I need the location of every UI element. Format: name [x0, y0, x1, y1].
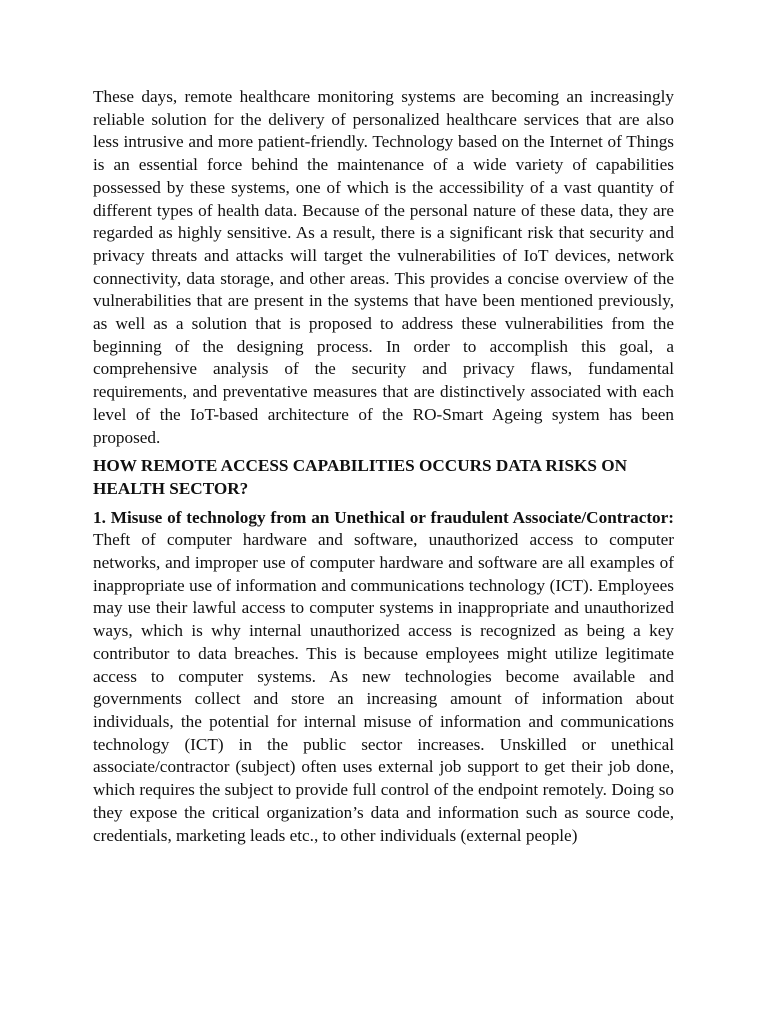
item-1-body: Theft of computer hardware and software, unauthorized access to computer networks, and improper use of computer hardware and software are all examples of inappropriate use of information and communications technology (ICT). Employees may use their lawful access to computer systems in inappropriate and unauthorized ways, which is why internal unauthorized access is recognized as being a key contributor to data breaches. This is because employees might utilize legitimate access to computer systems. As new technologies become available and governments collect and store an increasing amount of information about individuals, the potential for internal misuse of information and communications technology (ICT) in the public sector increases. Unskilled or unethical associate/contractor (subject) often uses external job support to get their job done, which requires the subject to provide full control of the endpoint remotely. Doing so they expose the critical organization’s data and information such as source code, credentials, marketing leads etc., to other individuals (external people) [93, 530, 674, 845]
section-heading: HOW REMOTE ACCESS CAPABILITIES OCCURS DATA RISKS ON HEALTH SECTOR? [93, 456, 628, 498]
item-1-lead: 1. Misuse of technology from an Unethical or fraudulent Associate/Contractor: [93, 507, 674, 527]
document-page [93, 86, 674, 847]
item-1-paragraph [93, 507, 674, 848]
intro-paragraph: These days, remote healthcare monitoring systems are becoming an increasingly reliable solution for the delivery of personalized healthcare services that are also less intrusive and more patient-friendly. Technology based on the Internet of Things is an essential force behind the maintenance of a wide variety of capabilities possessed by these systems, one of which is the accessibility of a vast quantity of different types of health data. Because of the personal nature of these data, they are regarded as highly sensitive. As a result, there is a significant risk that security and privacy threats and attacks will target the vulnerabilities of IoT devices, network connectivity, data storage, and other areas. This provides a concise overview of the vulnerabilities that are present in the systems that have been mentioned previously, as well as a solution that is proposed to address these vulnerabilities from the beginning of the designing process. In order to accomplish this goal, a comprehensive analysis of the security and privacy flaws, fundamental requirements, and preventative measures that are distinctively associated with each level of the IoT-based architecture of the RO-Smart Ageing system has been proposed. [93, 87, 674, 447]
